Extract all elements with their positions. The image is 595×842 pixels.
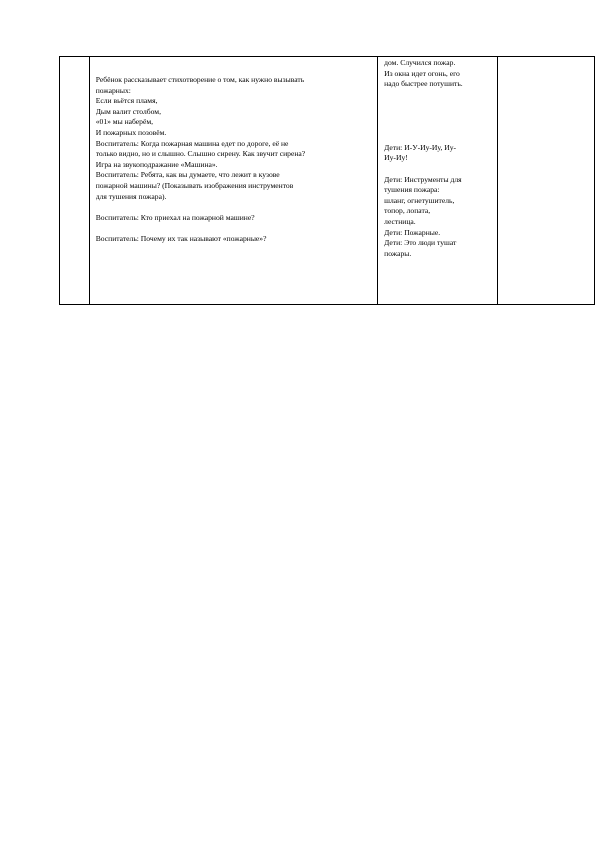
teacher-text-line: пожарной машины? (Показывать изображения инструментов	[95, 180, 294, 190]
children-text-line: топор, лопата,	[384, 206, 431, 216]
teacher-question-line: Воспитатель: Почему их так называют «пожарные»?	[95, 233, 267, 243]
empty-notes-cell	[497, 57, 594, 305]
teacher-text-line: пожарных:	[95, 85, 131, 95]
poem-line: «01» мы наберём,	[95, 117, 154, 127]
children-text-line: шланг, огнетушитель,	[384, 195, 455, 205]
children-text-line: Дети: Это люди тушат	[384, 238, 457, 248]
poem-line: Дым валит столбом,	[95, 106, 161, 116]
lesson-plan-table	[59, 56, 595, 305]
empty-number-cell	[60, 57, 90, 305]
children-text-line: тушения пожара:	[384, 185, 440, 195]
teacher-text-line: для тушения пожара).	[95, 191, 167, 201]
teacher-text-line: Воспитатель: Ребята, как вы думаете, что лежит в кузове	[95, 170, 280, 180]
teacher-text-line: Игра на звукоподражание «Машина».	[95, 159, 218, 169]
teacher-text-line: только видно, но и слышно. Слышно сирену. Как звучит сирена?	[95, 149, 306, 159]
children-text-line: лестница.	[384, 216, 416, 226]
children-text-line: пожары.	[384, 248, 412, 258]
teacher-question-line: Воспитатель: Кто приехал на пожарной машине?	[95, 212, 255, 222]
children-text-line: надо быстрее потушить.	[384, 79, 463, 89]
children-answer-line: Дети: Пожарные.	[384, 227, 441, 237]
children-text-line: Дети: И-У-Иу-Иу, Иу-	[384, 142, 457, 152]
teacher-text-line: Воспитатель: Когда пожарная машина едет по дороге, её не	[95, 138, 289, 148]
children-text-line: Иу-Иу!	[384, 153, 408, 163]
children-activity-cell	[378, 57, 497, 305]
children-text-line: Дети: Инструменты для	[384, 174, 462, 184]
poem-line: Если вьётся пламя,	[95, 96, 158, 106]
poem-line: И пожарных позовём.	[95, 127, 167, 137]
children-text-line: дом. Случился пожар.	[384, 58, 456, 67]
teacher-text-line: Ребёнок рассказывает стихотворение о том, как нужно вызывать	[95, 75, 305, 84]
table-row	[60, 57, 595, 305]
teacher-activity-cell	[89, 57, 377, 305]
children-text-line: Из окна идет огонь, его	[384, 68, 460, 78]
